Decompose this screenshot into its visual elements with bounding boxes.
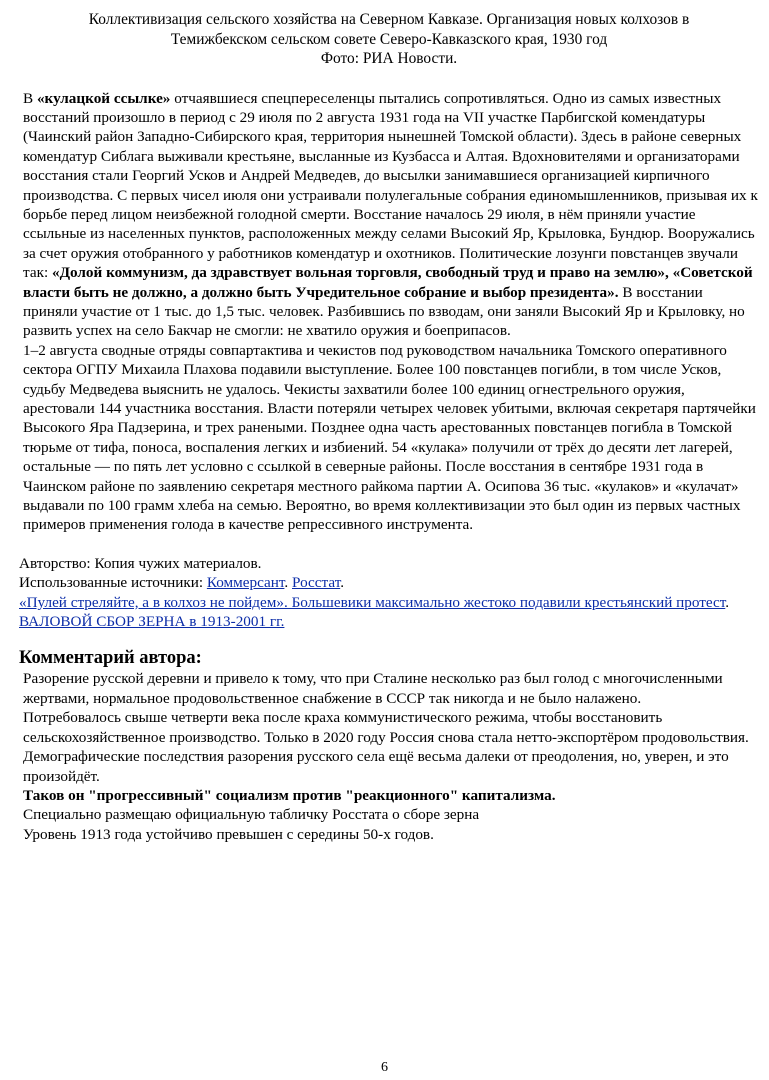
sources-line (19, 573, 759, 592)
article-meta (19, 554, 759, 632)
article-paragraph-1 (19, 89, 759, 341)
comment-paragraph-2: Потребовалось свыше четверти века после краха коммунистического режима, чтобы восстановить сельскохозяйственное производство. Только в 2020 году Россия снова стала нетто-экспортёром продовольствия. (23, 709, 749, 746)
comment-paragraph-3: Демографические последствия разорения русского села ещё весьма далеки от преодоления, но, уверен, и это произойдёт. (23, 748, 729, 785)
page-number: 6 (381, 1060, 388, 1075)
p1-mid: отчаявшиеся спецпереселенцы пытались сопротивляться. Одно из самых известных восстаний произошло в период с 29 июля по 2 августа 1931 года на VII участке Парбигской комендатуры (Чаинский район Западно-Сибирского края, территория нынешней Томской области). Здесь в районе северных комендатур Сиблага выживали крестьяне, высланные из Кузбасса и Алтая. Вдохновителями и организаторами восстания стали Георгий Усков и Андрей Медведев, до высылки занимавшиеся организацией кирпичного производства. С первых чисел июля они устраивали полулегальные собрания единомышленников, призывая их к борьбе перед лицом неизбежной голодной смерти. Восстание началось 29 июля, в нём приняли участие ссыльные из населенных пунктов, расположенных между селами Высокий Яр, Крыловка, Бундюр. Вооружались за счет оружия отобранного у работников комендатур и охотников. Политические лозунги повстанцев звучали так: (23, 89, 758, 282)
source-link-kommersant[interactable]: Коммерсант (206, 574, 285, 592)
comment-paragraph-6: Уровень 1913 года устойчиво превышен с середины 50-х годов. (23, 825, 434, 843)
source-link-rosstat[interactable]: Росстат (292, 574, 341, 592)
sources-line-2 (19, 593, 759, 632)
caption-line-3: Фото: РИА Новости. (320, 50, 458, 67)
comment-bold-line: Таков он "прогрессивный" социализм против "реакционного" капитализма. (23, 786, 556, 804)
comment-paragraph-4 (19, 786, 759, 805)
comment-paragraph-5: Специально размещаю официальную табличку Росстата о сборе зерна (23, 806, 480, 824)
author-comment-heading: Комментарий автора: (19, 648, 202, 669)
p1-post: В восстании приняли участие от 1 тыс. до 1,5 тыс. человек. Разбившись по взводам, они заняли Высокий Яр и Крыловку, но развить успех на село Бакчар не смогли: не хватило оружия и боеприпасов. (23, 283, 745, 340)
sources-label: Использованные источники: (19, 574, 207, 592)
source-link-article[interactable]: «Пулей стреляйте, а в колхоз не пойдем». Большевики максимально жестоко подавили крестьянский протест (19, 593, 726, 611)
article-body (19, 89, 759, 535)
document-page (19, 10, 759, 844)
kulak-exile-term: «кулацкой ссылке» (36, 89, 171, 107)
photo-caption (19, 10, 759, 69)
rebel-slogans: «Долой коммунизм, да здравствует вольная торговля, свободный труд и право на землю», «Советской власти быть не должно, а должно быть Учредительное собрание и выбор президента». (23, 264, 753, 301)
sources-sep-3: . (725, 593, 730, 611)
article-paragraph-2: 1–2 августа сводные отряды совпартактива и чекистов под руководством начальника Томского оперативного сектора ОГПУ Михаила Плахова подавили выступление. Более 100 повстанцев погибли, в том числе Усков, судьбу Медведева выяснить не удалось. Чекисты захватили более 100 единиц огнестрельного оружия, арестовали 144 участника восстания. Власти потеряли четырех человек убитыми, включая секретаря партячейки Высокого Яра Падзерина, и трех ранеными. Позднее одна часть арестованных повстанцев погибла в Томской тюрьме от тифа, поноса, воспаления легких и избиений. 54 «кулака» получили от трёх до десяти лет лагерей, остальные — по пять лет условно с ссылкой в северные районы. После восстания в сентябре 1931 года в Чаинском районе по заявлению секретаря местного райкома партии А. Осипова 36 тыс. «кулаков» и «кулачат» выдавали по 100 грамм хлеба на семью. Вероятно, во время коллективизации это был один из первых частных примеров применения голода в качестве репрессивного инструмента. (23, 341, 756, 534)
sources-sep-1: . (284, 574, 292, 592)
caption-line-1: Коллективизация сельского хозяйства на Северном Кавказе. Организация новых колхозов в (88, 11, 690, 28)
comment-paragraph-1: Разорение русской деревни и привело к тому, что при Сталине несколько раз был голод с многочисленными жертвами, нормальное продовольственное снабжение в СССР так никогда и не было налажено. (23, 670, 723, 707)
p1-pre: В (23, 89, 37, 107)
source-link-grain-table[interactable]: ВАЛОВОЙ СБОР ЗЕРНА в 1913-2001 гг. (19, 613, 285, 631)
authorship-line: Авторство: Копия чужих материалов. (19, 554, 262, 572)
caption-line-2: Темижбекском сельском совете Северо-Кавказского края, 1930 год (170, 30, 608, 48)
sources-sep-2: . (340, 574, 344, 592)
author-comment (19, 669, 759, 844)
